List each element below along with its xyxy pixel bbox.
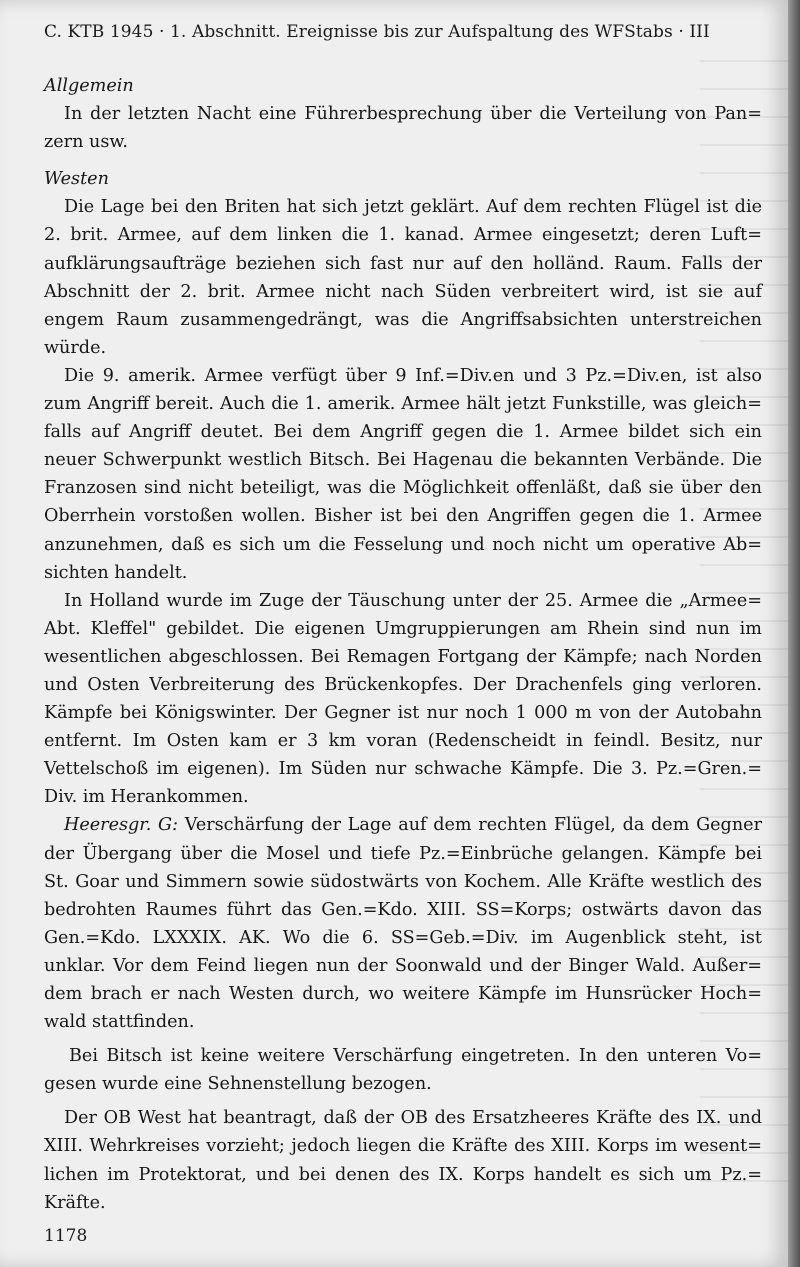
page-edge-shadow bbox=[788, 0, 800, 1267]
paragraph-westen-6: Der OB West hat beantragt, daß der OB des Ersatzheeres Kräfte des IX. und XIII. Wehrkreises vorzieht; jedoch liegen die Kräfte des XIII. Korps im wesent= lichen im Protektorat, und bei denen des IX. Korps handelt es sich um Pz.= Kräfte. bbox=[44, 1108, 762, 1213]
running-head: C. KTB 1945 · 1. Abschnitt. Ereignisse bis zur Aufspaltung des WFStabs · III bbox=[44, 22, 710, 42]
paragraph-westen-5: Bei Bitsch ist keine weitere Verschärfung eingetreten. In den unteren Vo= gesen wurde eine Sehnenstellung bezogen. bbox=[44, 1046, 762, 1095]
paragraph-westen-4-body: Verschärfung der Lage auf dem rechten Flügel, da dem Gegner der Übergang über die Mosel und tiefe Pz.=Einbrüche gelangen. Kämpfe bei St. Goar und Simmern sowie südostwärts von Kochem. Alle Kräfte westlich des bedrohten Raumes führt das Gen.=Kdo. XIII. SS=Korps; ostwärts davon das Gen.=Kdo. LXXXIX. AK. Wo die 6. SS=Geb.=Div. im Augenblick steht, ist unklar. Vor dem Feind liegen nun der Soonwald und der Binger Wald. Außer= dem brach er nach Westen durch, wo weitere Kämpfe im Hunsrücker Hoch= wald stattfinden. bbox=[44, 815, 762, 1033]
paragraph-westen-2: Die 9. amerik. Armee verfügt über 9 Inf.=Div.en und 3 Pz.=Div.en, ist also zum Angriff bereit. Auch die 1. amerik. Armee hält jetzt Funkstille, was gleich= falls auf Angriff deutet. Bei dem Angriff gegen die 1. Armee bildet sich ein neuer Schwerpunkt westlich Bitsch. Bei Hagenau die bekannten Verbände. Die Franzosen sind nicht beteiligt, was die Möglichkeit offenläßt, daß sie über den Oberrhein vorstoßen wollen. Bisher ist bei den Angriffen gegen die 1. Armee anzunehmen, daß es sich um die Fesselung und noch nicht um operative Ab= sichten handelt. bbox=[44, 365, 762, 583]
body-text bbox=[44, 72, 762, 1217]
paragraph-westen-3: In Holland wurde im Zuge der Täuschung unter der 25. Armee die „Armee= Abt. Kleffel" gebildet. Die eigenen Umgruppierungen am Rhein sind nun im wesentlichen abgeschlossen. Bei Remagen Fortgang der Kämpfe; nach Norden und Osten Verbreiterung des Brückenkopfes. Der Drachenfels ging verloren. Kämpfe bei Königswinter. Der Gegner ist nur noch 1 000 m von der Autobahn entfernt. Im Osten kam er 3 km voran (Redenscheidt in feindl. Besitz, nur Vettelschoß im eigenen). Im Süden nur schwache Kämpfe. Die 3. Pz.=Gren.= Div. im Herankommen. bbox=[44, 590, 762, 808]
paragraph-allgemein-1: In der letzten Nacht eine Führerbesprechung über die Verteilung von Pan= zern usw. bbox=[44, 104, 762, 153]
paragraph-lead-in: Heeresgr. G: bbox=[64, 815, 179, 836]
section-heading-westen: Westen bbox=[44, 169, 109, 190]
paragraph-westen-4 bbox=[44, 811, 762, 1036]
paragraph-westen-1: Die Lage bei den Briten hat sich jetzt geklärt. Auf dem rechten Flügel ist die 2. brit. Armee, auf dem linken die 1. kanad. Armee eingesetzt; deren Luft= aufklärungsaufträge beziehen sich fast nur auf den holländ. Raum. Falls der Abschnitt der 2. brit. Armee nicht nach Süden verbreitert wird, ist sie auf engem Raum zusammengedrängt, was die Angriffsabsichten unterstreichen würde. bbox=[44, 197, 762, 358]
page-number: 1178 bbox=[44, 1226, 88, 1246]
section-heading-allgemein: Allgemein bbox=[44, 76, 134, 96]
